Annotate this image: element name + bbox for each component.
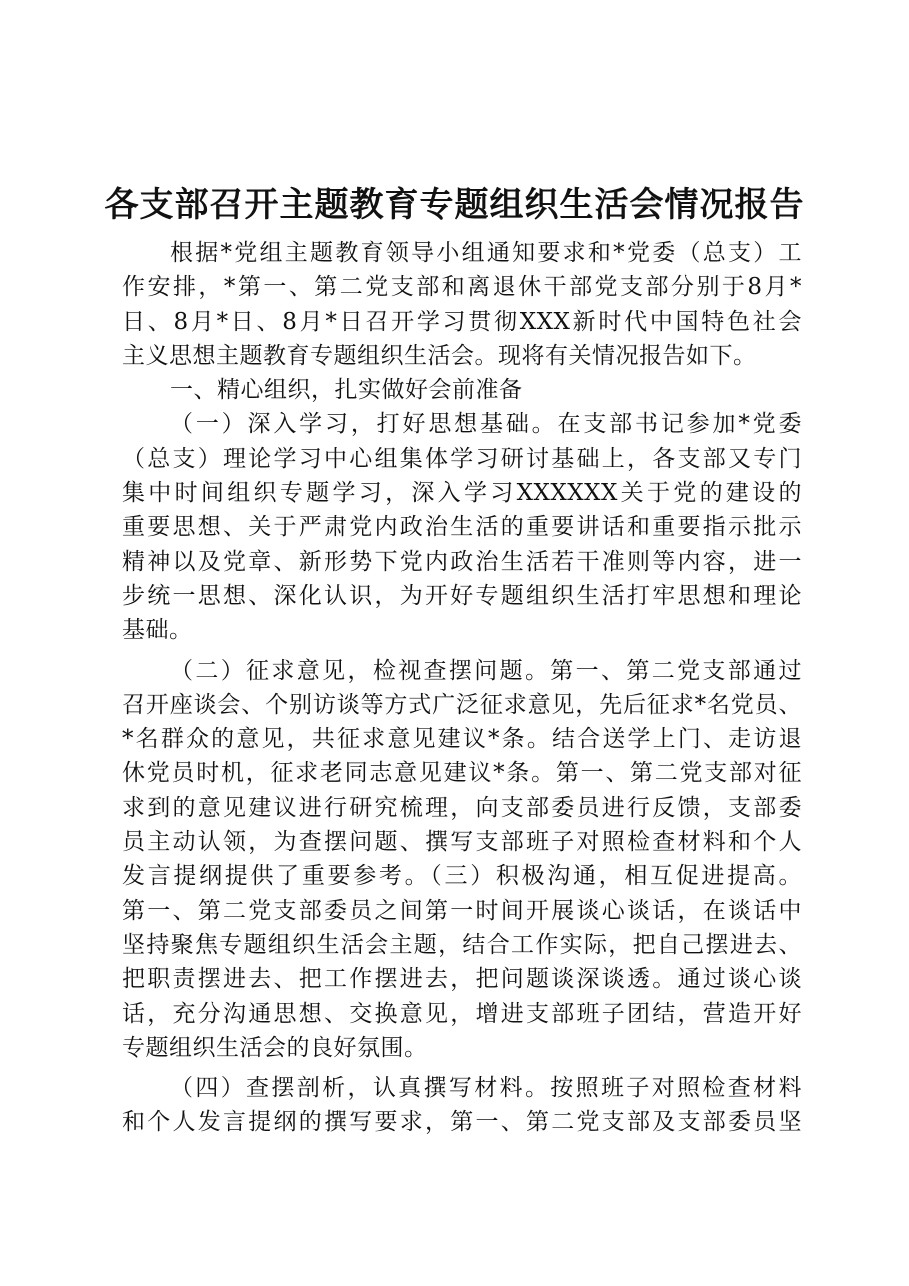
section-heading: 一、精心组织，扎实做好会前准备 xyxy=(170,377,523,404)
text-line: 休党员时机，征求老同志意见建议*条。第一、第二党支部对征 xyxy=(122,760,802,787)
text-line: 基础。 xyxy=(122,617,193,644)
text-line: *名群众的意见，共征求意见建议*条。结合送学上门、走访退 xyxy=(122,726,802,753)
text-line: （总支）理论学习中心组集体学习研讨基础上，各支部又专门 xyxy=(122,445,802,472)
text-line: 专题组织生活会的良好氛围。 xyxy=(122,1034,428,1061)
text-line: 把职责摆进去、把工作摆进去，把问题谈深谈透。通过谈心谈 xyxy=(122,966,802,993)
text-line: 作安排，*第一、第二党支部和离退休干部党支部分别于8月* xyxy=(122,274,802,301)
document-title: 各支部召开主题教育专题组织生活会情况报告 xyxy=(104,185,805,225)
text-line: 步统一思想、深化认识，为开好专题组织生活打牢思想和理论 xyxy=(122,582,802,609)
text-line: （四）查摆剖析，认真撰写材料。按照班子对照检查材料 xyxy=(170,1075,802,1102)
document-body xyxy=(122,236,802,1140)
text-line: （一）深入学习，打好思想基础。在支部书记参加*党委 xyxy=(170,411,802,438)
text-line: 集中时间组织专题学习，深入学习XXXXXX关于党的建设的 xyxy=(122,480,802,507)
text-line: （二）征求意见，检视查摆问题。第一、第二党支部通过 xyxy=(170,657,802,684)
text-line: 根据*党组主题教育领导小组通知要求和*党委（总支）工 xyxy=(170,240,802,266)
text-line: 话，充分沟通思想、交换意见，增进支部班子团结，营造开好 xyxy=(122,1000,802,1027)
text-line: 员主动认领，为查摆问题、撰写支部班子对照检查材料和个人 xyxy=(122,829,802,856)
text-line: 求到的意见建议进行研究梳理，向支部委员进行反馈，支部委 xyxy=(122,794,802,821)
text-line: 日、8月*日、8月*日召开学习贯彻XXX新时代中国特色社会 xyxy=(122,308,802,335)
text-line: 第一、第二党支部委员之间第一时间开展谈心谈话，在谈话中 xyxy=(122,897,802,924)
text-line: 主义思想主题教育专题组织生活会。现将有关情况报告如下。 xyxy=(122,342,757,369)
text-line: 召开座谈会、个别访谈等方式广泛征求意见，先后征求*名党员、 xyxy=(122,691,802,718)
text-line: 发言提纲提供了重要参考。（三）积极沟通，相互促进提高。 xyxy=(122,863,802,890)
text-line: 坚持聚焦专题组织生活会主题，结合工作实际，把自己摆进去、 xyxy=(122,931,802,958)
text-line: 精神以及党章、新形势下党内政治生活若干准则等内容，进一 xyxy=(122,548,802,575)
text-line: 和个人发言提纲的撰写要求，第一、第二党支部及支部委员坚 xyxy=(122,1109,802,1136)
text-line: 重要思想、关于严肃党内政治生活的重要讲话和重要指示批示 xyxy=(122,514,802,541)
